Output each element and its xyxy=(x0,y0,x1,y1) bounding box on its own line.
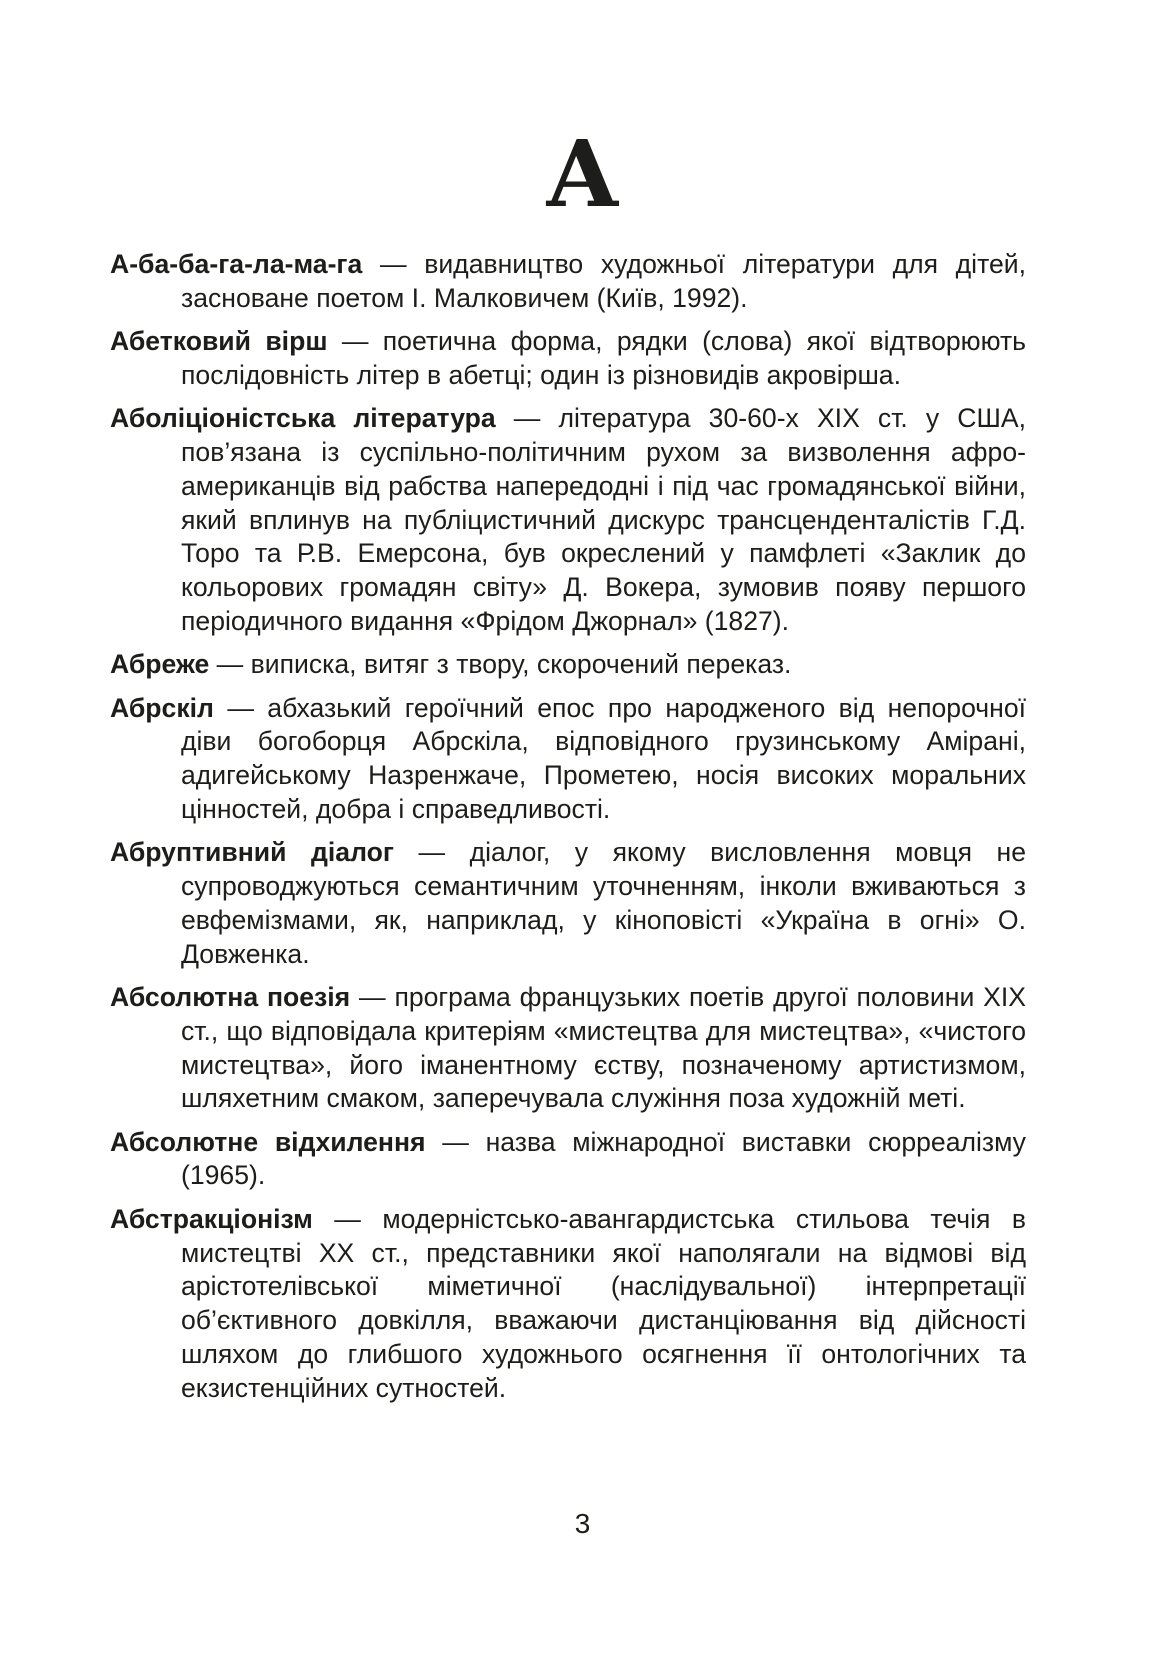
dictionary-entry xyxy=(110,402,1026,639)
page-number: 3 xyxy=(574,1508,591,1539)
entry-definition: — модерністсько-авангардистська стильова течія в мистецтві ХХ ст., представники якої наполягали на відмові від арістотелівської міметичної (наслідувальної) інтерпретації об’єктивного довкілля, вважаючи дистанціювання від дійсності шляхом до глибшого художнього осягнення її онтологічних та екзистенційних сутностей. xyxy=(181,1203,1026,1403)
entry-definition: — абхазький героїчний епос про народженого від непорочної діви богоборця Абрскіла, відповідного грузинському Амірані, адигейському Назренжаче, Прометею, носія високих моральних цінностей, добра і справедливості. xyxy=(181,692,1026,824)
section-letter-heading: А xyxy=(545,120,620,228)
entry-term: А-ба-ба-га-ла-ма-га xyxy=(110,249,363,279)
dictionary-entry xyxy=(110,1203,1026,1406)
entry-term: Абсолютне відхилення xyxy=(110,1126,426,1157)
entry-term: Абрскіл xyxy=(110,692,214,723)
entry-definition: — видавництво художньої літератури для дітей, засноване поетом І. Малковичем (Київ, 1992). xyxy=(181,249,1026,313)
entry-definition: — виписка, витяг з твору, скорочений переказ. xyxy=(209,649,792,680)
entry-term: Абсолютна поезія xyxy=(110,981,351,1012)
entry-term: Аболіціоністська література xyxy=(110,403,496,434)
entry-definition: — назва міжнародної виставки сюрреалізму (1965). xyxy=(181,1126,1026,1191)
dictionary-entry xyxy=(110,248,1026,316)
dictionary-entry xyxy=(110,836,1026,971)
dictionary-entry xyxy=(110,648,1026,682)
dictionary-entry xyxy=(110,325,1026,393)
entry-definition: — програма французьких поетів другої половини ХІХ ст., що відповідала критеріям «мистецтва для мистецтва», «чистого мистецтва», його іманентному єству, позначеному артистизмом, шляхетним смаком, заперечувала служіння поза художній меті. xyxy=(181,981,1026,1114)
entry-term: Абетковий вірш xyxy=(110,326,328,357)
entry-term: Абруптивний діалог xyxy=(110,837,394,868)
dictionary-entry xyxy=(110,692,1026,827)
dictionary-entry xyxy=(110,981,1026,1116)
entry-term: Абреже xyxy=(110,649,210,680)
dictionary-entry xyxy=(110,1126,1026,1194)
entry-definition: — діалог, у якому висловлення мовця не супроводжуються семантичним уточненням, інколи вживаються з евфемізмами, як, наприклад, у кіноповісті «Україна в огні» О. Довженка. xyxy=(181,837,1026,969)
entry-definition: — література 30-60-х ХІХ ст. у США, пов’язана із суспільно-політичним рухом за визволення афро-американців від рабства напередодні і під час громадянської війни, який вплинув на публіцистичний дискурс трансценденталістів Г.Д. Торо та Р.В. Емерсона, був окреслений у памфлеті «Заклик до кольорових громадян світу» Д. Вокера, зумовив появу першого періодичного видання «Фрідом Джорнал» (1827). xyxy=(181,403,1026,636)
dictionary-entries xyxy=(110,248,1026,1415)
entry-definition: — поетична форма, рядки (слова) якої відтворюють послідовність літер в абетці; один із різновидів акровірша. xyxy=(181,326,1026,390)
entry-term: Абстракціонізм xyxy=(110,1203,313,1234)
